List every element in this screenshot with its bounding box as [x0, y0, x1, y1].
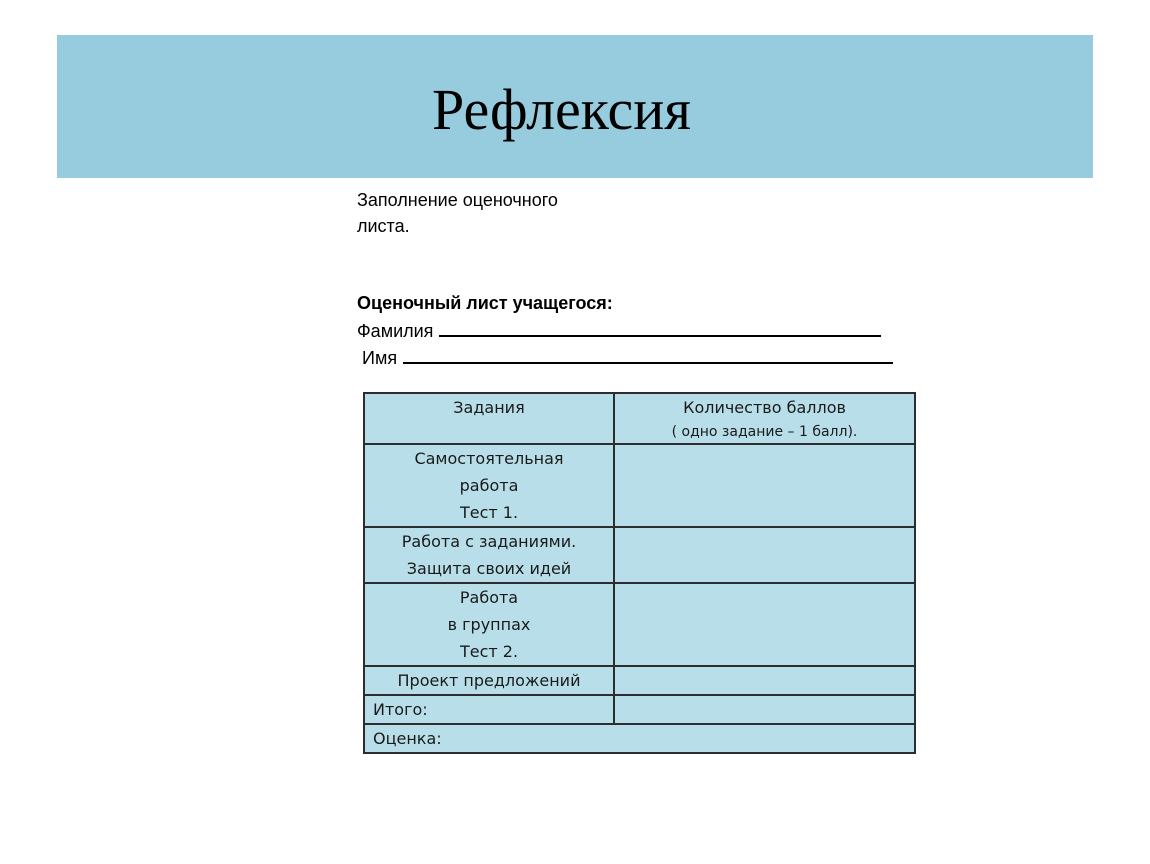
name-label: Имя [362, 348, 398, 368]
table-row [364, 666, 915, 695]
task-line: Работа с заданиями. [401, 532, 577, 551]
header-tasks-label: Задания [453, 398, 525, 417]
score-cell[interactable] [614, 527, 915, 583]
total-label: Итого: [364, 695, 614, 724]
task-line: в группах [447, 615, 531, 634]
table-row [364, 527, 915, 583]
sheet-heading: Оценочный лист учащегося: [357, 293, 613, 313]
task-cell [364, 666, 614, 695]
header-tasks [364, 393, 614, 444]
task-line: Проект предложений [397, 671, 581, 690]
score-cell[interactable] [614, 583, 915, 666]
table-row [364, 444, 915, 527]
surname-field[interactable] [357, 317, 881, 344]
score-cell[interactable] [614, 444, 915, 527]
task-cell [364, 527, 614, 583]
grade-row [364, 724, 915, 753]
score-cell[interactable] [614, 666, 915, 695]
surname-blank-line[interactable] [439, 317, 881, 337]
surname-label: Фамилия [357, 321, 434, 341]
name-blank-line[interactable] [403, 344, 893, 364]
intro-line-2: листа. [357, 216, 410, 236]
intro-text [357, 187, 558, 239]
header-points-note: ( одно задание – 1 балл). [671, 424, 858, 440]
header-points-label: Количество баллов [683, 398, 846, 417]
table-row [364, 583, 915, 666]
grade-cell[interactable] [364, 724, 915, 753]
task-cell [364, 583, 614, 666]
grade-label: Оценка: [373, 729, 442, 748]
task-line: Работа [459, 588, 519, 607]
total-row [364, 695, 915, 724]
task-line: Защита своих идей [406, 559, 572, 578]
task-line: работа [459, 476, 519, 495]
task-line: Тест 1. [459, 503, 519, 522]
table-header-row [364, 393, 915, 444]
intro-line-1: Заполнение оценочного [357, 190, 558, 210]
total-value-cell[interactable] [614, 695, 915, 724]
name-field[interactable] [362, 344, 893, 371]
task-cell [364, 444, 614, 527]
task-line: Тест 2. [459, 642, 519, 661]
task-line: Самостоятельная [414, 449, 564, 468]
header-points [614, 393, 915, 444]
slide-title: Рефлексия [432, 77, 691, 142]
score-table [363, 392, 916, 754]
